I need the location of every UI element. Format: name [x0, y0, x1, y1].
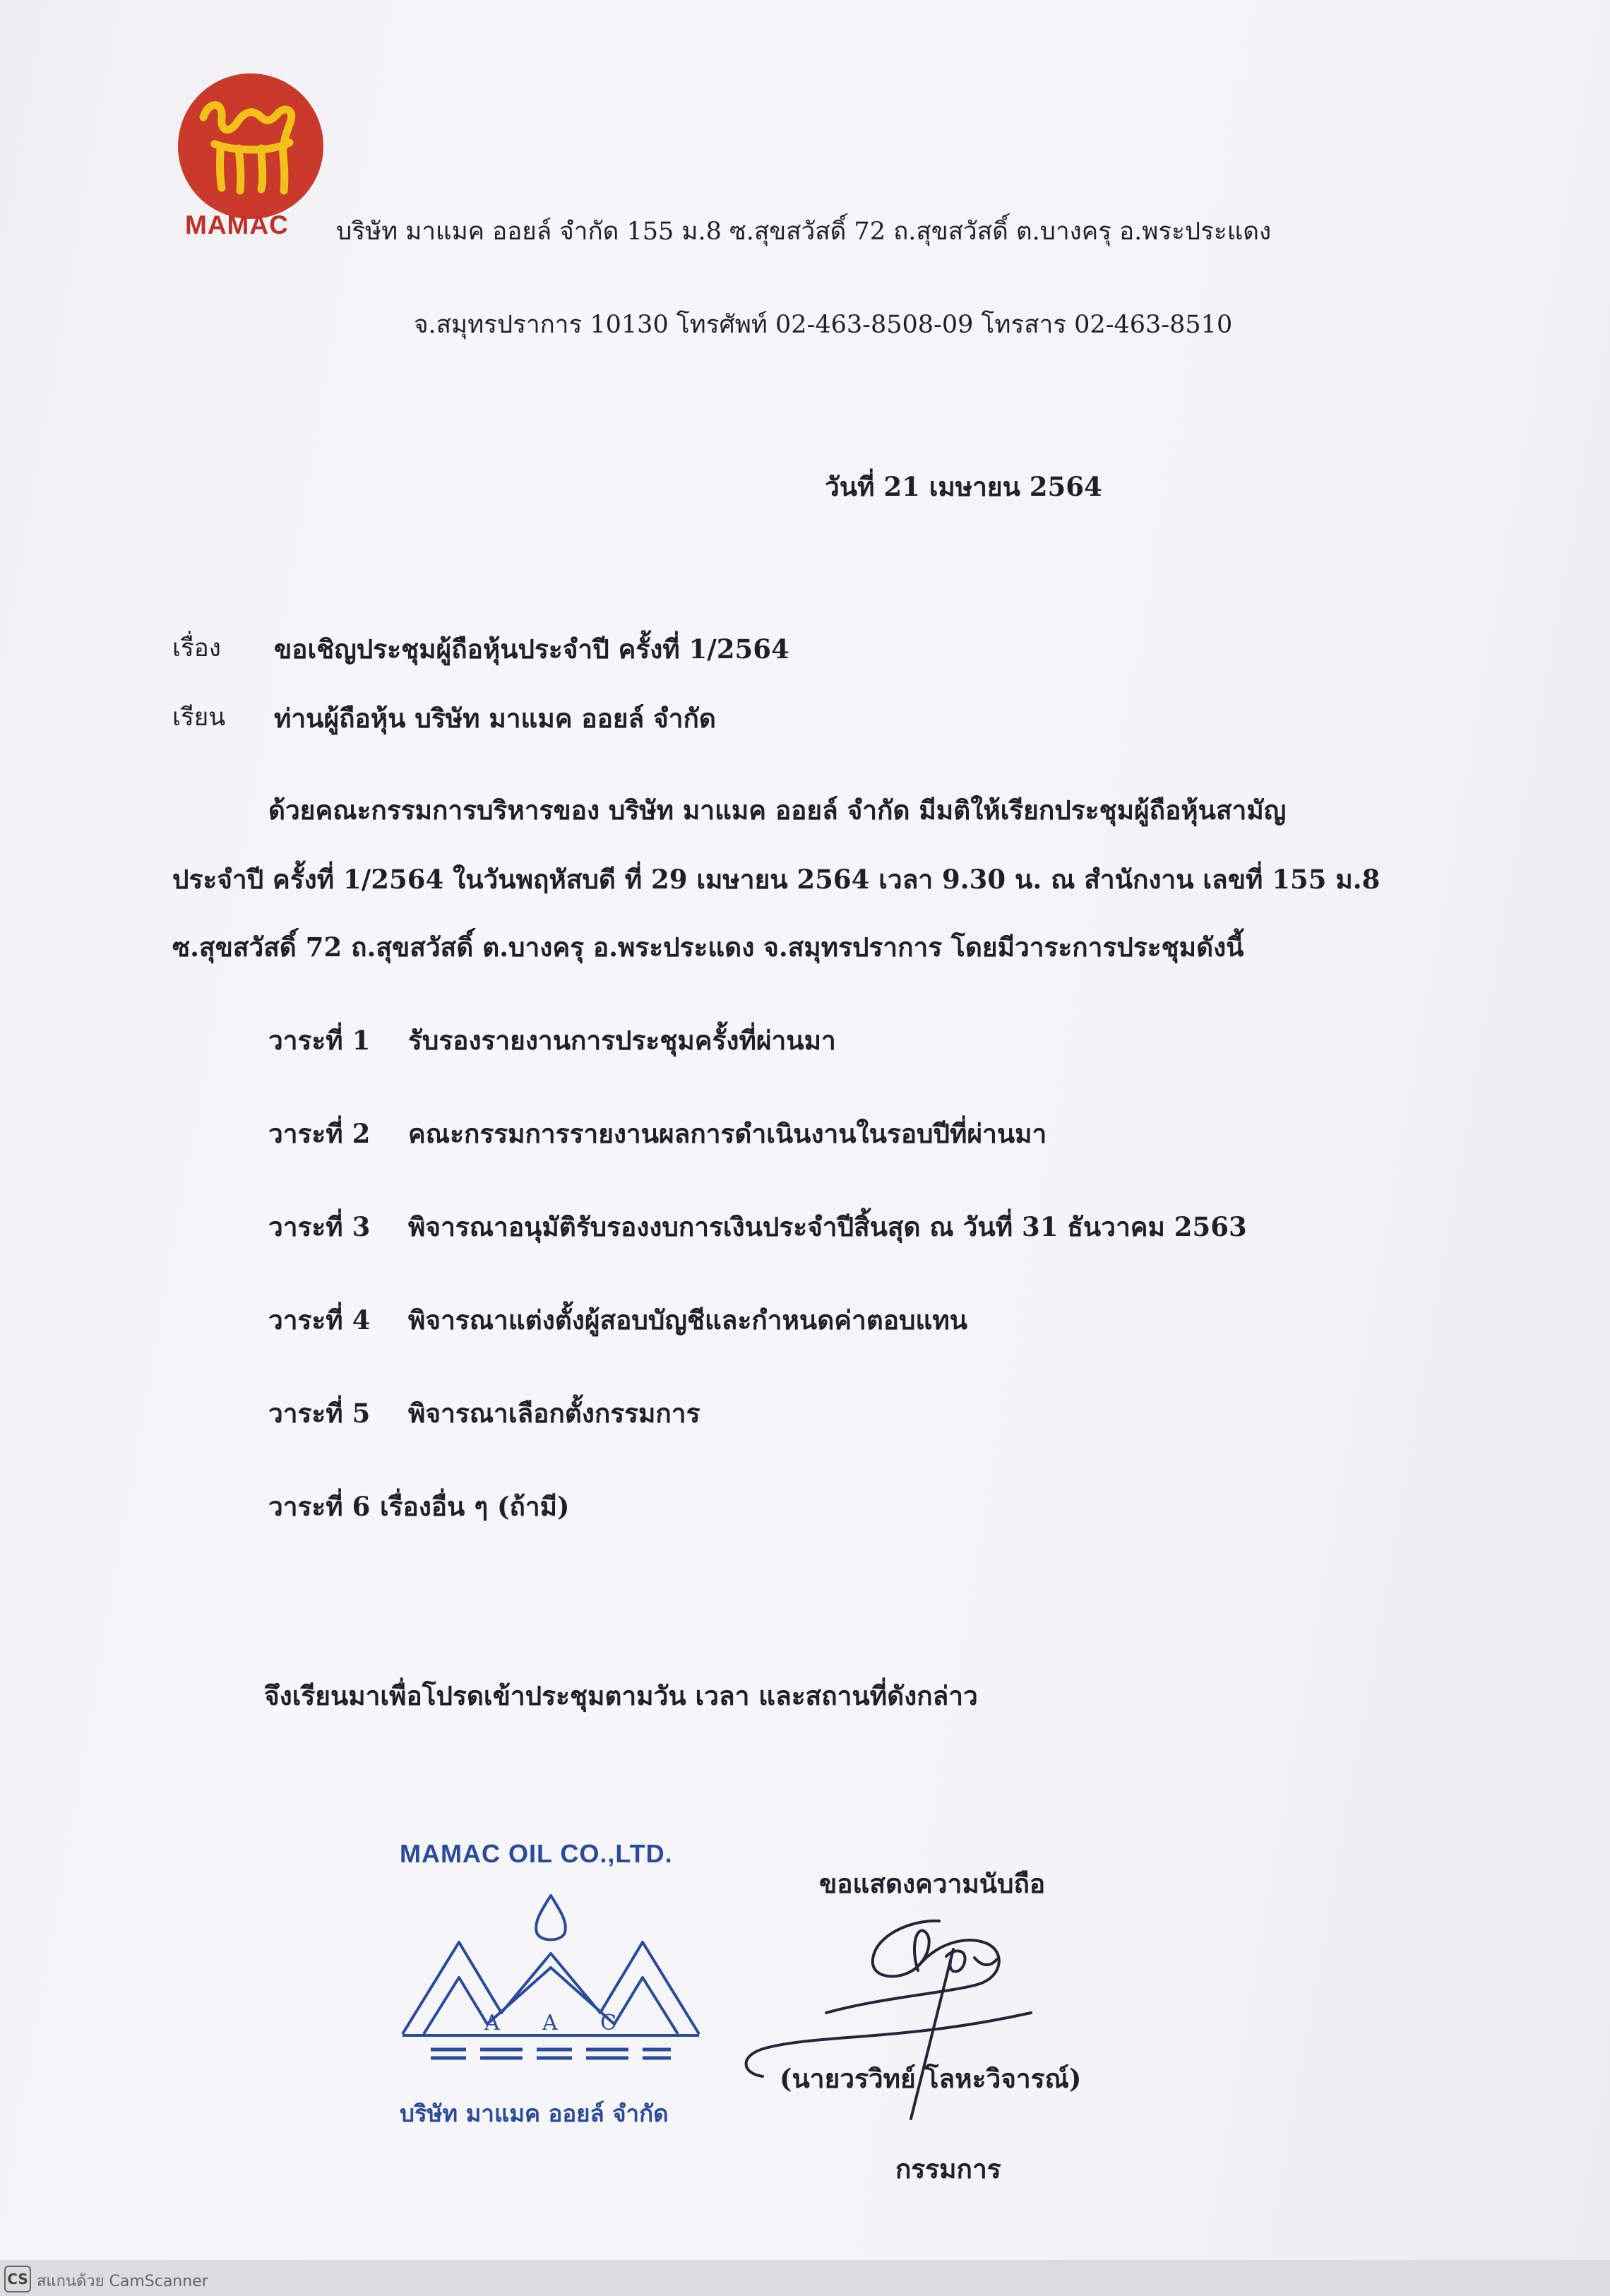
agenda-item-label: วาระที่ 1	[268, 1025, 371, 1056]
regards-text: ขอแสดงความนับถือ	[819, 1868, 1046, 1899]
stamp-company-th: บริษัท มาแมค ออยล์ จำกัด	[400, 2100, 669, 2127]
agenda-item-text: เรื่องอื่น ๆ (ถ้ามี)	[380, 1491, 570, 1522]
recipient-label: เรียน	[172, 703, 226, 732]
body-line-2: ประจำปี ครั้งที่ 1/2564 ในวันพฤหัสบดี ที่ 29 เมษายน 2564 เวลา 9.30 น. ณ สำนักงาน เลขที่ 155 ม.8	[172, 864, 1381, 895]
agenda-item-label: วาระที่ 4	[268, 1304, 371, 1336]
agenda-item-label: วาระที่ 2	[268, 1118, 371, 1149]
body-line-1: ด้วยคณะกรรมการบริหารของ บริษัท มาแมค ออยล์ จำกัด มีมติให้เรียกประชุมผู้ถือหุ้นสามัญ	[268, 795, 1287, 826]
address-line-1: บริษัท มาแมค ออยล์ จำกัด 155 ม.8 ซ.สุขสวัสดิ์ 72 ถ.สุขสวัสดิ์ ต.บางครุ อ.พระประแดง	[336, 218, 1272, 246]
subject-text: ขอเชิญประชุมผู้ถือหุ้นประจำปี ครั้งที่ 1/2564	[274, 634, 789, 665]
scanner-footer	[0, 2260, 1610, 2296]
scanner-watermark-text: สแกนด้วย CamScanner	[37, 2273, 208, 2290]
signatory-name: (นายวรวิทย์ โลหะวิจารณ์)	[780, 2063, 1082, 2094]
body-line-3: ซ.สุขสวัสดิ์ 72 ถ.สุขสวัสดิ์ ต.บางครุ อ.พระประแดง จ.สมุทรปราการ โดยมีวาระการประชุมดังนี้	[172, 932, 1244, 963]
stamp-letter: A	[542, 2011, 558, 2035]
address-line-2: จ.สมุทรปราการ 10130 โทรศัพท์ 02-463-8508-09 โทรสาร 02-463-8510	[414, 311, 1233, 339]
stamp-letter: C	[600, 2011, 616, 2035]
camel-icon	[178, 73, 323, 219]
subject-label: เรื่อง	[172, 634, 221, 662]
closing-line: จึงเรียนมาเพื่อโปรดเข้าประชุมตามวัน เวลา และสถานที่ดังกล่าว	[264, 1680, 978, 1711]
company-logo	[178, 73, 323, 219]
logo-text: MAMAC	[185, 210, 289, 239]
agenda-item-text: พิจารณาอนุมัติรับรองงบการเงินประจำปีสิ้นสุด ณ วันที่ 31 ธันวาคม 2563	[408, 1211, 1247, 1242]
agenda-item-text: คณะกรรมการรายงานผลการดำเนินงานในรอบปีที่ผ่านมา	[408, 1118, 1047, 1149]
signatory-position: กรรมการ	[895, 2153, 1001, 2184]
camscanner-icon: CS	[4, 2266, 31, 2292]
agenda-item-text: รับรองรายงานการประชุมครั้งที่ผ่านมา	[408, 1025, 836, 1056]
recipient-text: ท่านผู้ถือหุ้น บริษัท มาแมค ออยล์ จำกัด	[274, 703, 716, 734]
stamp-company-en: MAMAC OIL CO.,LTD.	[400, 1839, 673, 1868]
agenda-item-label: วาระที่ 6	[268, 1491, 371, 1522]
agenda-item-label: วาระที่ 5	[268, 1398, 371, 1429]
agenda-item-text: พิจารณาเลือกตั้งกรรมการ	[408, 1398, 700, 1429]
agenda-item-label: วาระที่ 3	[268, 1211, 371, 1242]
agenda-item-text: พิจารณาแต่งตั้งผู้สอบบัญชีและกำหนดค่าตอบแทน	[408, 1304, 968, 1336]
letter-date: วันที่ 21 เมษายน 2564	[825, 471, 1102, 502]
stamp-letter: A	[484, 2011, 500, 2035]
company-stamp-emblem	[395, 1886, 706, 2076]
